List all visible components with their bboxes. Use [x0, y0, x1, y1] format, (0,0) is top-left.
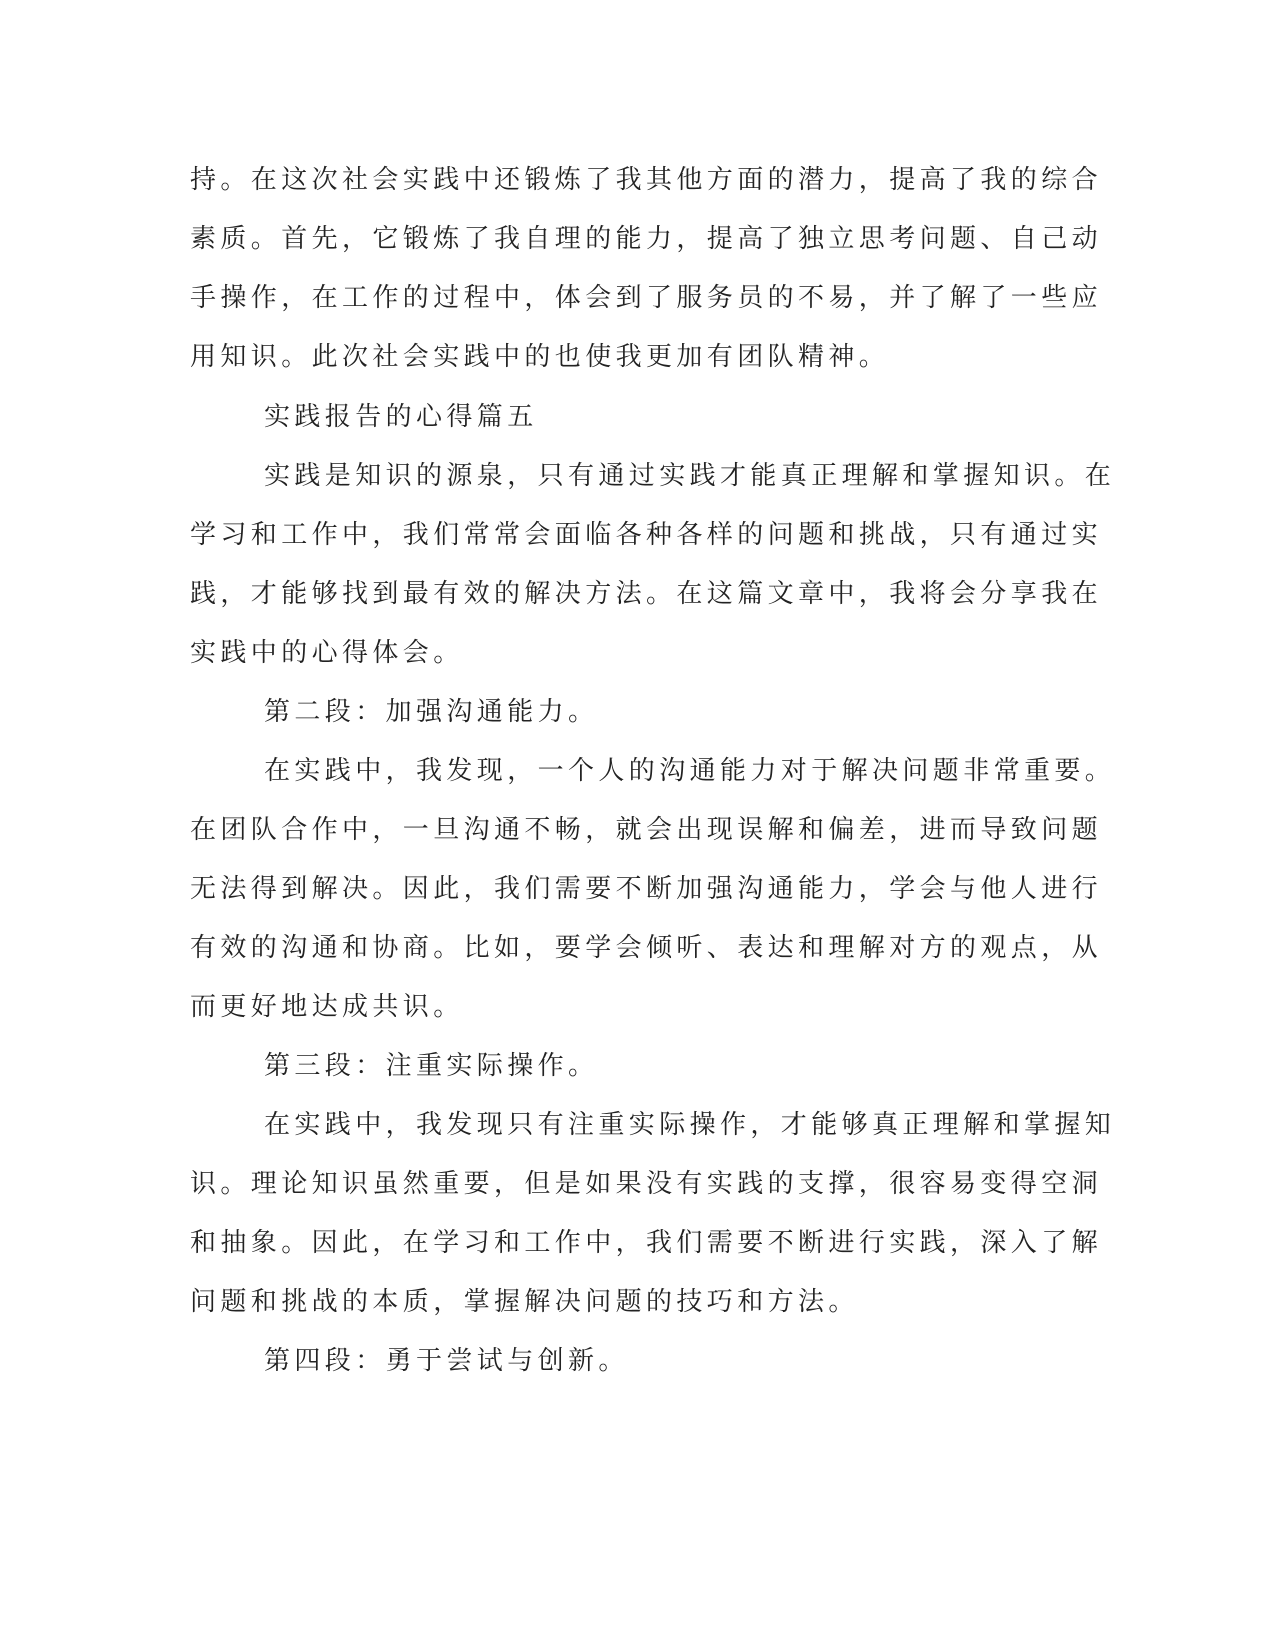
text-line: 无法得到解决。因此，我们需要不断加强沟通能力，学会与他人进行	[190, 874, 1103, 904]
text-line: 而更好地达成共识。	[190, 992, 464, 1022]
text-line: 有效的沟通和协商。比如，要学会倾听、表达和理解对方的观点，从	[190, 933, 1103, 963]
text-line: 实践是知识的源泉，只有通过实践才能真正理解和掌握知识。在	[264, 461, 1116, 491]
text-line: 在实践中，我发现只有注重实际操作，才能够真正理解和掌握知	[264, 1110, 1116, 1140]
text-line: 和抽象。因此，在学习和工作中，我们需要不断进行实践，深入了解	[190, 1228, 1103, 1258]
text-line: 识。理论知识虽然重要，但是如果没有实践的支撑，很容易变得空洞	[190, 1169, 1103, 1199]
text-line: 问题和挑战的本质，掌握解决问题的技巧和方法。	[190, 1287, 859, 1317]
section-heading: 第二段：加强沟通能力。	[264, 697, 599, 727]
section-heading: 第三段：注重实际操作。	[264, 1051, 599, 1081]
text-line: 手操作，在工作的过程中，体会到了服务员的不易，并了解了一些应	[190, 283, 1103, 313]
section-heading: 实践报告的心得篇五	[264, 402, 538, 432]
text-line: 用知识。此次社会实践中的也使我更加有团队精神。	[190, 342, 890, 372]
text-line: 持。在这次社会实践中还锻炼了我其他方面的潜力，提高了我的综合	[190, 165, 1103, 195]
text-line: 践，才能够找到最有效的解决方法。在这篇文章中，我将会分享我在	[190, 579, 1103, 609]
text-line: 在实践中，我发现，一个人的沟通能力对于解决问题非常重要。	[264, 756, 1116, 786]
text-line: 学习和工作中，我们常常会面临各种各样的问题和挑战，只有通过实	[190, 520, 1103, 550]
section-heading: 第四段：勇于尝试与创新。	[264, 1346, 629, 1376]
text-line: 实践中的心得体会。	[190, 638, 464, 668]
text-line: 素质。首先，它锻炼了我自理的能力，提高了独立思考问题、自己动	[190, 224, 1103, 254]
text-line: 在团队合作中，一旦沟通不畅，就会出现误解和偏差，进而导致问题	[190, 815, 1103, 845]
